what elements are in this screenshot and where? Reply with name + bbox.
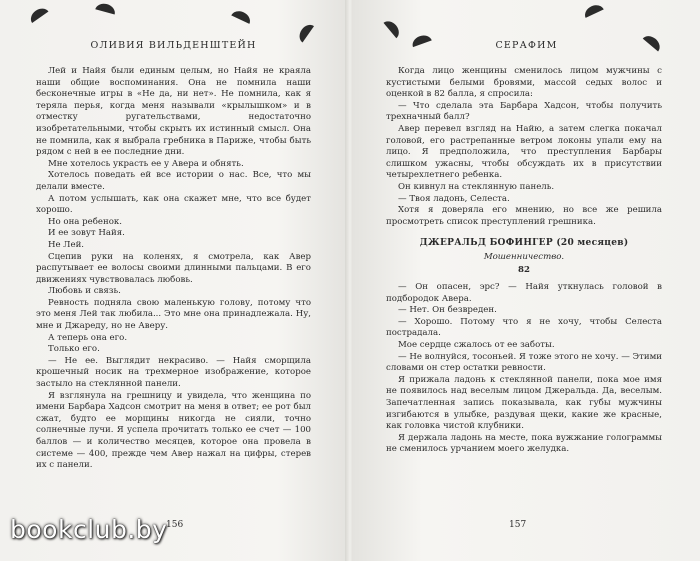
paragraph: Я прижала ладонь к стеклянной панели, пока мое имя не появилось над веселым лицом Джеральда. Да, веселым. Запечатленная запись показывала, как губы мужчины изгибаются в улыбке, раздувая щеки, какие же красные, как головка чистой клубники.	[386, 374, 662, 432]
feather-ornament	[384, 18, 403, 38]
paragraph: Не Лей.	[48, 239, 85, 250]
paragraph: И ее зовут Найя.	[48, 228, 125, 239]
right-page-text	[386, 66, 662, 456]
paragraph: Сцепив руки на коленях, я смотрела, как Авер распутывает ее волосы своими длинными пальцами. В его движениях чувствовалась любовь.	[36, 251, 311, 285]
paragraph: Мне хотелось украсть ее у Авера и обнять.	[48, 158, 244, 169]
paragraph: Мое сердце сжалось от ее заботы.	[398, 340, 555, 351]
paragraph: Авер перевел взгляд на Найю, а затем слегка покачал головой, его растрепанные ветром локоны упали ему на лицо. Я предположила, что преступления Барбары слишком ужасны, чтобы обсуждать их в присутствии четырехлетнего ребенка.	[386, 123, 662, 181]
paragraph: А потом услышать, как она скажет мне, что все будет хорошо.	[36, 193, 311, 216]
feather-ornament	[231, 8, 253, 24]
right-page	[353, 0, 700, 561]
paragraph: Но она ребенок.	[48, 216, 123, 227]
paragraph: Хотя я доверяла его мнению, но все же решила просмотреть список преступлений грешника.	[386, 205, 662, 227]
left-page	[0, 0, 347, 561]
paragraph: Он кивнул на стеклянную панель.	[398, 181, 555, 192]
paragraph: — Не ее. Выглядит некрасиво. — Найя сморщила крошечный носик на трехмерное изображение, которое застыло на стеклянной панели.	[36, 355, 311, 390]
paragraph: Когда лицо женщины сменилось лицом мужчины с кустистыми белыми бровями, массой седых волос и оценкой в 82 балла, я спросила:	[386, 66, 662, 100]
sinner-entry-crime: Мошенничество.	[483, 251, 565, 262]
paragraph: Лей и Найя были единым целым, но Найя не краяла наши общие воспоминания. Она не помнила наши бесконечные игры в «Не да, ни нет». Не помнила, как я теряла перья, когда меня называли «крылышком» и в отместку ругательствами, недостаточно изобретательными, чтобы скрыть их истинный смысл. Она не помнила, как я выбрала гребника в Париже, чтобы быть рядом с ней в ее последние дни.	[36, 66, 311, 158]
page-number: 156	[166, 520, 184, 530]
feather-ornament	[582, 2, 604, 18]
paragraph: Я взглянула на грешницу и увидела, что женщина по имени Барбара Хадсон смотрит на меня в ответ; ее рот был сжат, будто ее морщины никогда не сияли, точно солнечные лучи. Я успела прочитать только ее счет — 100 баллов — и количество месяцев, которое она провела в системе — 400, прежде чем Авер нажал на цифры, стерев их с панели.	[36, 390, 311, 471]
paragraph: — Что сделала эта Барбара Хадсон, чтобы получить трехначный балл?	[386, 100, 662, 123]
feather-ornament	[28, 5, 49, 23]
paragraph: Я держала ладонь на месте, пока вужжание голограммы не сменилось урчанием моего желудка.	[386, 432, 662, 455]
site-watermark: bookclub.by	[10, 515, 168, 544]
paragraph: — Он опасен, эрс? — Найя уткнулась головой в подбородок Авера.	[386, 282, 662, 304]
paragraph: А теперь она его.	[48, 332, 128, 343]
left-page-text	[36, 66, 311, 472]
paragraph: — Нет. Он безвреден.	[398, 305, 497, 316]
feather-ornament	[95, 2, 116, 15]
sinner-entry-score: 82	[518, 264, 530, 275]
paragraph: Хотелось поведать ей все истории о нас. Все, что мы делали вместе.	[36, 170, 311, 192]
running-header: СЕРАФИМ	[495, 40, 558, 51]
paragraph: — Твоя ладонь, Селеста.	[398, 193, 510, 204]
page-number: 157	[509, 520, 527, 530]
sinner-entry-name: ДЖЕРАЛЬД БОФИНГЕР (20 месяцев)	[419, 238, 629, 249]
paragraph: Ревность подняла свою маленькую голову, потому что это меня Лей так любила... Это мне она принадлежала. Ну, мне и Джареду, но не Аверу.	[36, 297, 311, 332]
paragraph: — Хорошо. Потому что я не хочу, чтобы Селеста пострадала.	[386, 316, 662, 339]
paragraph: Любовь и связь.	[48, 286, 121, 297]
running-header: ОЛИВИЯ ВИЛЬДЕНШТЕЙН	[90, 40, 257, 51]
paragraph: — Не волнуйся, тосоньей. Я тоже этого не хочу. — Этими словами он стер остатки ревности.	[386, 351, 662, 374]
paragraph: Только его.	[48, 344, 100, 355]
